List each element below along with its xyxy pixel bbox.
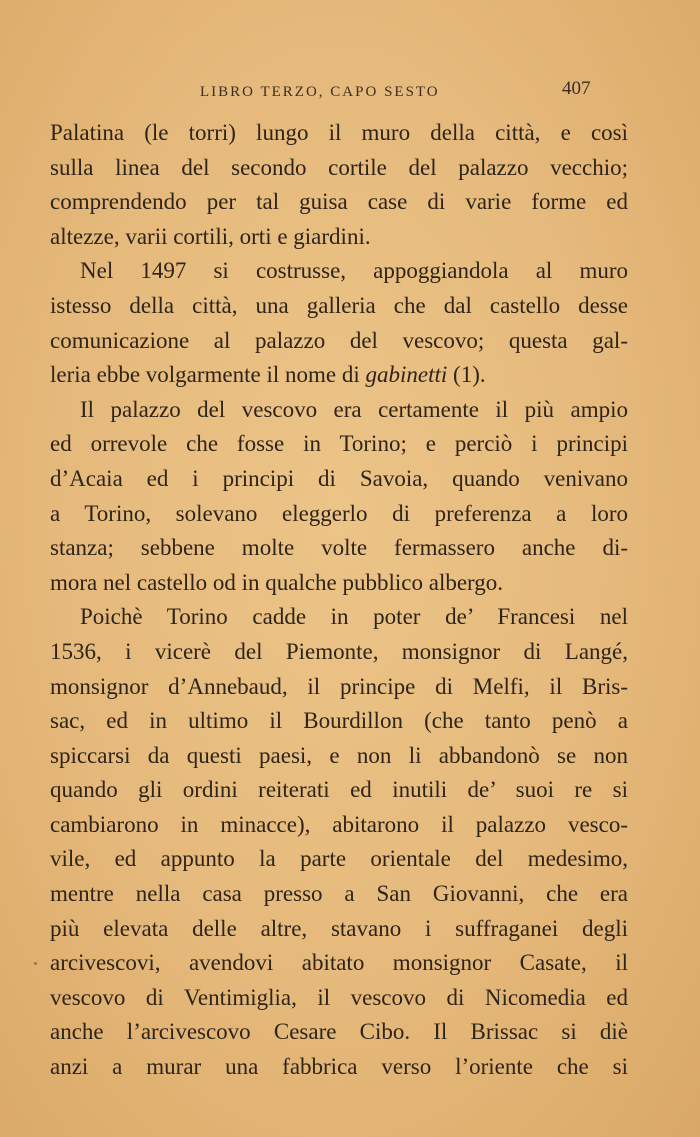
running-head: LIBRO TERZO, CAPO SESTO <box>200 84 440 100</box>
body-text <box>50 116 628 1085</box>
text-line: stanza; sebbene molte volte fermassero anche di- <box>50 535 628 561</box>
text-line: Il palazzo del vescovo era certamente il più ampio <box>80 396 628 422</box>
text-line: spiccarsi da questi paesi, e non li abbandonò se non <box>50 742 628 768</box>
text-line: vescovo di Ventimiglia, il vescovo di Nicomedia ed <box>50 984 628 1010</box>
text-line <box>50 358 628 393</box>
text-line: arcivescovi, avendovi abitato monsignor Casate, il <box>50 950 628 976</box>
text-line: anzi a murar una fabbrica verso l’oriente che si <box>50 1054 628 1080</box>
italic-term: gabinetti <box>365 362 448 388</box>
footnote-reference: (1). <box>453 362 486 388</box>
text-line: comprendendo per tal guisa case di varie forme ed <box>50 189 628 215</box>
text-line: 1536, i vicerè del Piemonte, monsignor di Langé, <box>50 638 628 664</box>
text-line: ed orrevole che fosse in Torino; e perciò i principi <box>50 431 628 457</box>
text-line: istesso della città, una galleria che dal castello desse <box>50 292 628 318</box>
text-line: sulla linea del secondo cortile del palazzo vecchio; <box>50 154 628 180</box>
text-line: anche l’arcivescovo Cesare Cibo. Il Brissac si diè <box>50 1019 628 1045</box>
text-line: sac, ed in ultimo il Bourdillon (che tanto penò a <box>50 708 628 734</box>
text-line: mora nel castello od in qualche pubblico albergo. <box>50 569 504 595</box>
text-line: a Torino, solevano eleggerlo di preferenza a loro <box>50 500 628 526</box>
margin-speck <box>34 962 37 965</box>
page-number: 407 <box>562 78 591 99</box>
text-line-lead: leria ebbe volgarmente il nome di <box>50 362 360 388</box>
text-line: vile, ed appunto la parte orientale del medesimo, <box>50 846 628 872</box>
text-line: Nel 1497 si costrusse, appoggiandola al muro <box>80 258 628 284</box>
text-line: altezze, varii cortili, orti e giardini. <box>50 223 371 249</box>
text-line: Palatina (le torri) lungo il muro della città, e così <box>50 120 628 145</box>
text-line: d’Acaia ed i principi di Savoia, quando venivano <box>50 465 628 491</box>
text-line: cambiarono in minacce), abitarono il palazzo vesco- <box>50 811 628 837</box>
text-line: mentre nella casa presso a San Giovanni, che era <box>50 881 628 907</box>
text-line: più elevata delle altre, stavano i suffraganei degli <box>50 915 628 941</box>
text-line: quando gli ordini reiterati ed inutili de’ suoi re si <box>50 777 628 803</box>
text-line: monsignor d’Annebaud, il principe di Melfi, il Bris- <box>50 673 628 699</box>
text-line: comunicazione al palazzo del vescovo; questa gal- <box>50 327 628 353</box>
text-line: Poichè Torino cadde in poter de’ Francesi nel <box>80 604 628 630</box>
